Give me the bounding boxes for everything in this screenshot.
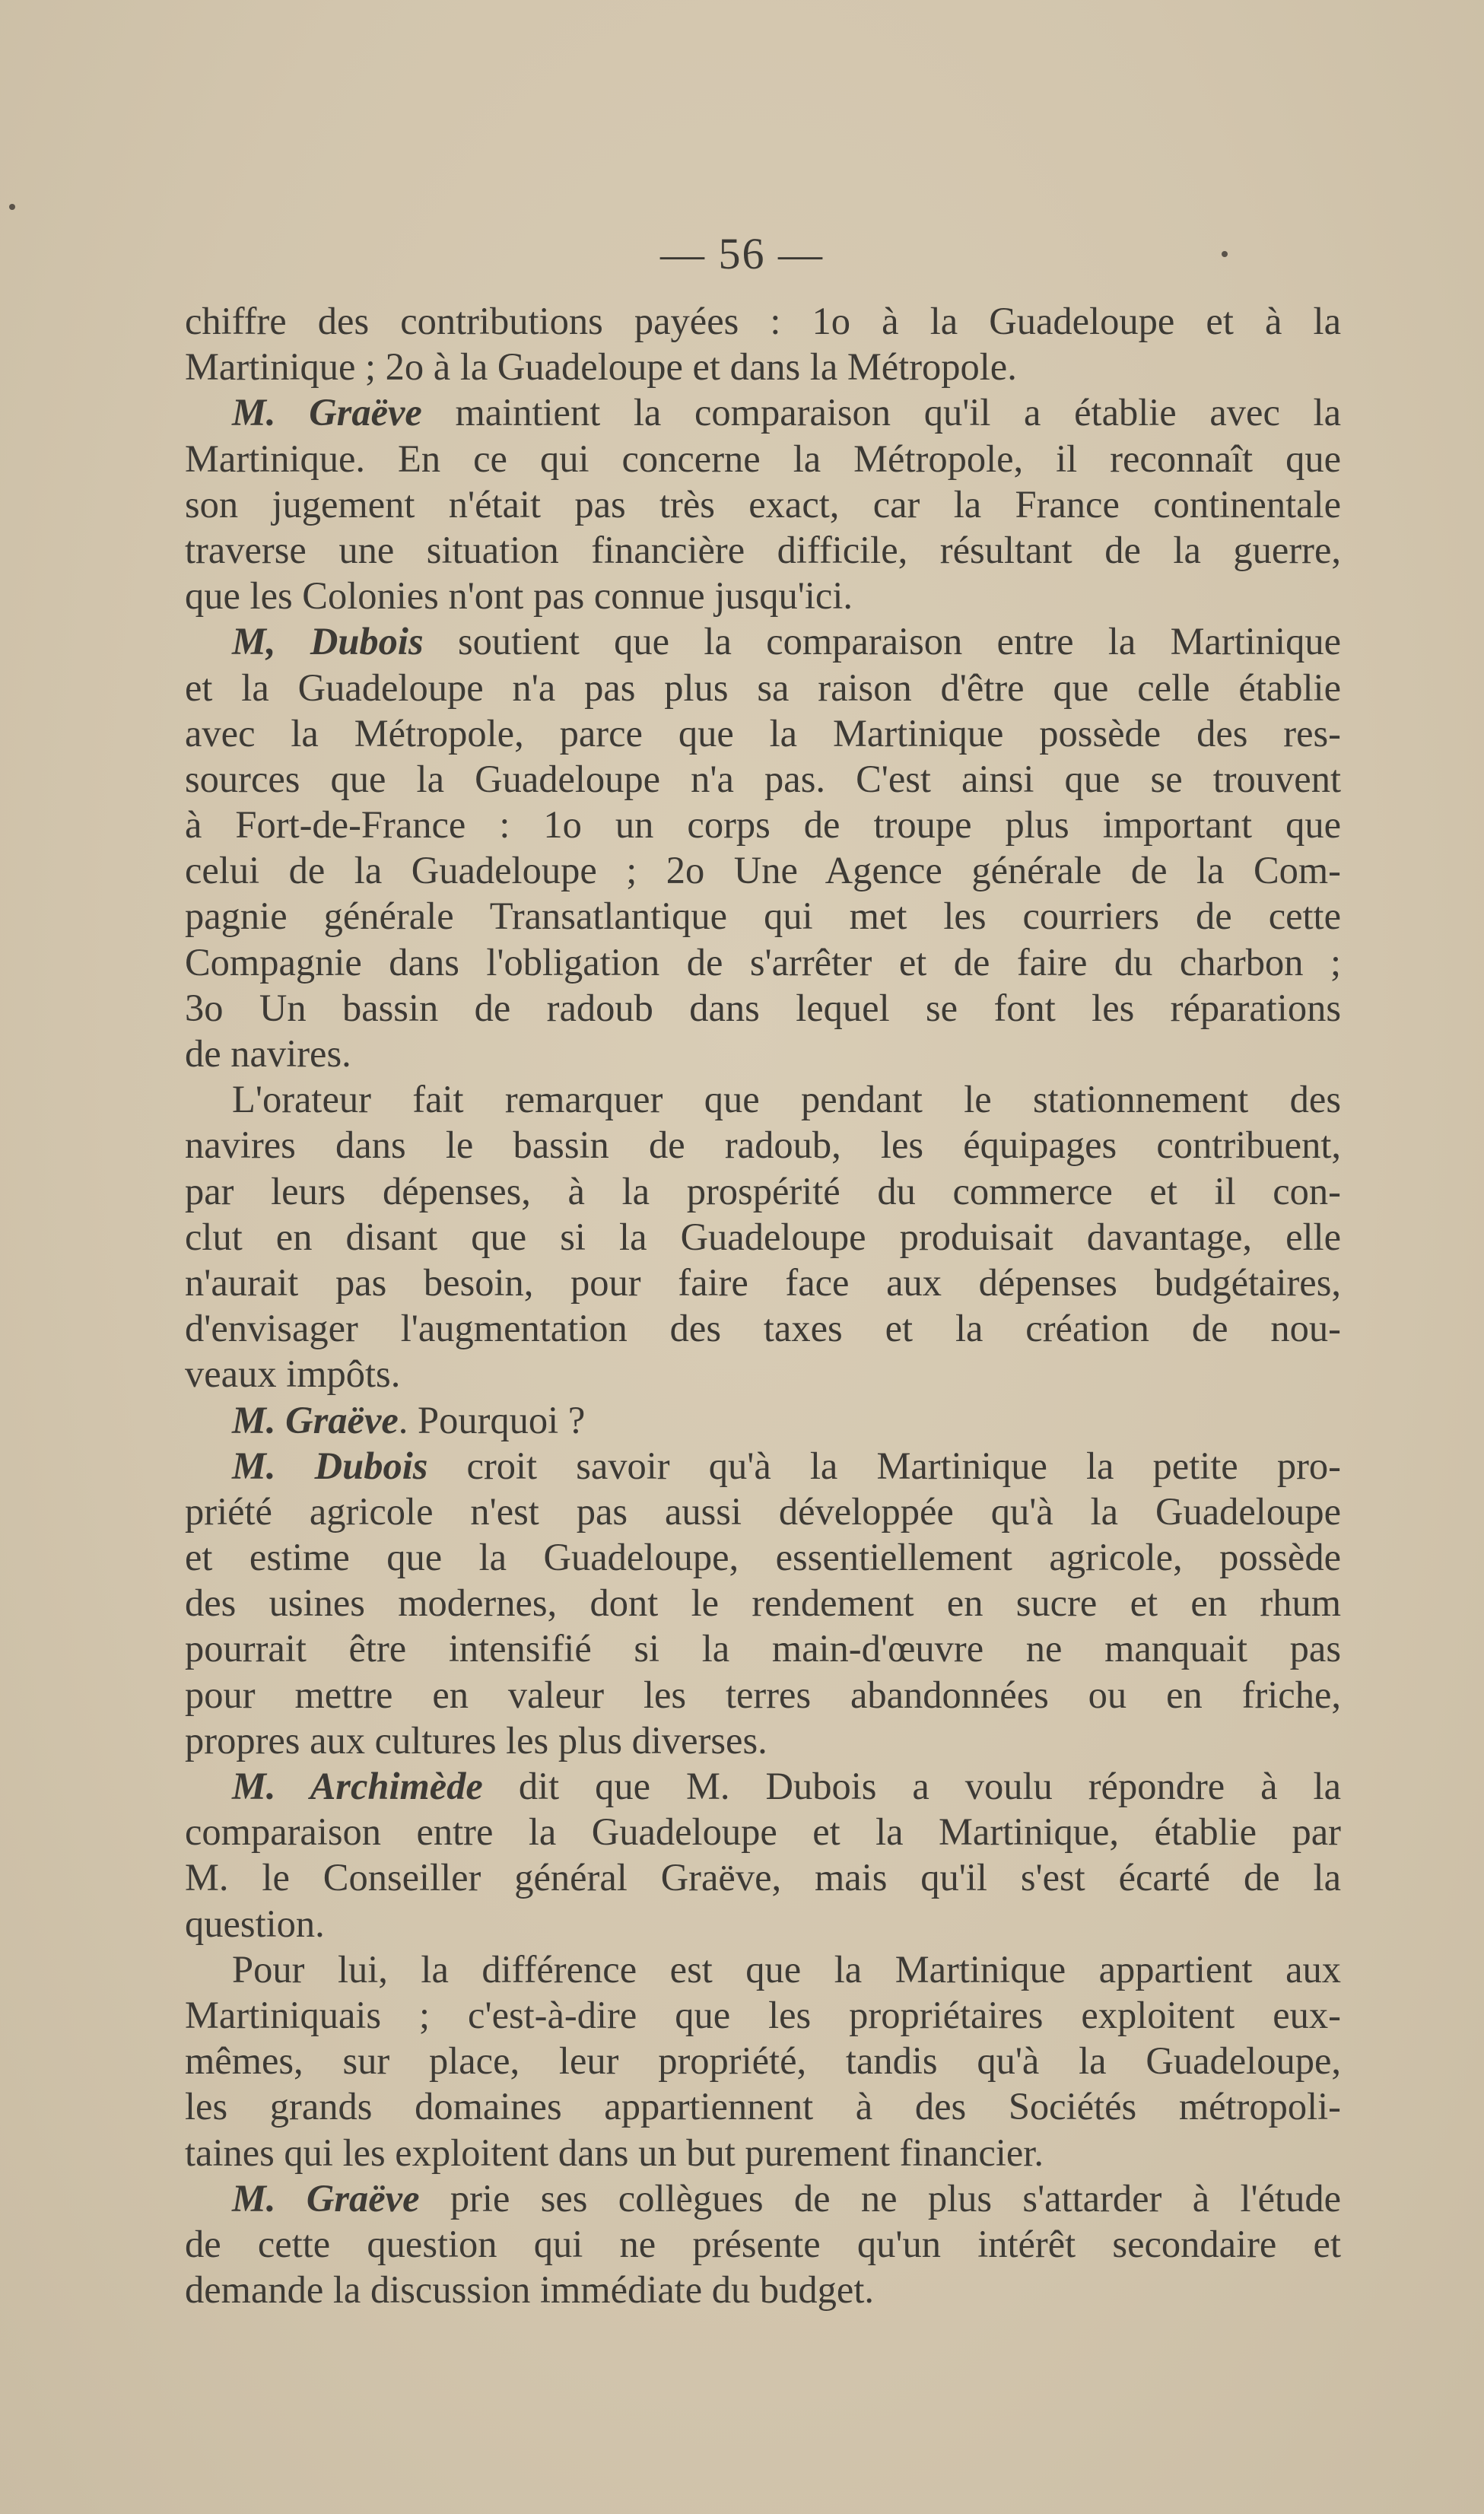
line-text: les grands domaines appartiennent à des Sociétés métropoli-: [185, 2085, 1341, 2128]
line-text: de navires.: [185, 1032, 351, 1075]
text-line: [185, 1992, 1341, 2038]
text-line: [185, 1443, 1341, 1489]
line-text: Martiniquais ; c'est-à-dire que les propriétaires exploitent eux-: [185, 1993, 1341, 2036]
line-text: chiffre des contributions payées : 1o à la Guadeloupe et à la: [185, 300, 1341, 342]
line-text: Pour lui, la différence est que la Martinique appartient aux: [232, 1947, 1341, 1991]
text-line: [185, 1076, 1341, 1122]
text-line: [185, 1397, 1341, 1443]
line-text: 3o Un bassin de radoub dans lequel se font les réparations: [185, 986, 1341, 1029]
speaker-name: M. Archimède: [232, 1765, 483, 1807]
text-line: [185, 1534, 1341, 1580]
line-text: prie ses collègues de ne plus s'attarder à l'étude: [419, 2176, 1341, 2220]
line-text: mêmes, sur place, leur propriété, tandis qu'à la Guadeloupe,: [185, 2039, 1341, 2083]
text-line: [185, 1214, 1341, 1260]
line-text: son jugement n'était pas très exact, car la France continentale: [185, 482, 1341, 526]
text-line: [185, 1305, 1341, 1351]
line-text: L'orateur fait remarquer que pendant le stationnement des: [232, 1078, 1341, 1121]
text-line: [185, 298, 1341, 344]
line-text: des usines modernes, dont le rendement en sucre et en rhum: [185, 1581, 1341, 1625]
body-text: [185, 298, 1341, 2312]
speaker-name: M, Dubois: [232, 620, 424, 663]
text-line: [185, 482, 1341, 527]
text-line: [185, 1168, 1341, 1214]
text-line: [185, 1809, 1341, 1855]
line-text: de cette question qui ne présente qu'un intérêt secondaire et: [185, 2222, 1341, 2265]
text-line: [185, 1763, 1341, 1809]
text-line: [185, 1260, 1341, 1305]
line-text: sources que la Guadeloupe n'a pas. C'est ainsi que se trouvent: [185, 757, 1341, 800]
text-line: [185, 1122, 1341, 1168]
line-text: comparaison entre la Guadeloupe et la Martinique, établie par: [185, 1810, 1341, 1854]
line-text: celui de la Guadeloupe ; 2o Une Agence générale de la Com-: [185, 849, 1341, 892]
line-text: navires dans le bassin de radoub, les équipages contribuent,: [185, 1124, 1341, 1167]
line-text: à Fort-de-France : 1o un corps de troupe plus important que: [185, 803, 1341, 847]
line-text: traverse une situation financière difficile, résultant de la guerre,: [185, 528, 1341, 571]
text-line: [185, 893, 1341, 939]
speaker-name: M. Graëve: [232, 391, 422, 434]
line-text: priété agricole n'est pas aussi développée qu'à la Guadeloupe: [185, 1489, 1341, 1533]
line-text: n'aurait pas besoin, pour faire face aux dépenses budgétaires,: [185, 1260, 1341, 1304]
line-text: Compagnie dans l'obligation de s'arrêter et de faire du charbon ;: [185, 940, 1341, 984]
line-text: veaux impôts.: [185, 1352, 401, 1396]
text-line: [185, 665, 1341, 710]
text-line: [185, 939, 1341, 985]
line-text: taines qui les exploitent dans un but purement financier.: [185, 2131, 1044, 2174]
line-text: demande la discussion immédiate du budget.: [185, 2268, 874, 2312]
text-line: [185, 1672, 1341, 1718]
line-text: pourrait être intensifié si la main-d'œuvre ne manquait pas: [185, 1627, 1341, 1670]
line-text: propres aux cultures les plus diverses.: [185, 1718, 767, 1762]
text-line: [185, 344, 1341, 389]
text-line: [185, 1718, 1341, 1763]
text-line: [185, 389, 1341, 435]
speaker-name: M. Graëve: [232, 1398, 399, 1441]
line-text: pagnie générale Transatlantique qui met les courriers de cette: [185, 895, 1341, 938]
text-line: [185, 1580, 1341, 1626]
text-line: [185, 1947, 1341, 1992]
text-line: [185, 2221, 1341, 2267]
text-line: [185, 2176, 1341, 2221]
text-line: [185, 527, 1341, 573]
line-text: d'envisager l'augmentation des taxes et la création de nou-: [185, 1307, 1341, 1350]
text-line: [185, 2038, 1341, 2083]
text-line: [185, 1031, 1341, 1076]
line-text: avec la Métropole, parce que la Martinique possède des res-: [185, 711, 1341, 755]
line-text: et la Guadeloupe n'a pas plus sa raison d'être que celle établie: [185, 666, 1341, 709]
line-text: maintient la comparaison qu'il a établie avec la: [421, 391, 1341, 434]
text-line: [185, 2267, 1341, 2312]
text-line: [185, 2083, 1341, 2129]
text-line: [185, 1626, 1341, 1671]
line-text: . Pourquoi ?: [398, 1398, 586, 1441]
text-line: [185, 847, 1341, 893]
line-text: pour mettre en valeur les terres abandonnées ou en friche,: [185, 1673, 1341, 1716]
line-text: M. le Conseiller général Graëve, mais qu'il s'est écarté de la: [185, 1856, 1341, 1899]
line-text: et estime que la Guadeloupe, essentiellement agricole, possède: [185, 1536, 1341, 1579]
speaker-name: M. Graëve: [232, 2176, 420, 2220]
text-line: [185, 2130, 1341, 2176]
text-line: [185, 573, 1341, 618]
line-text: Martinique ; 2o à la Guadeloupe et dans la Métropole.: [185, 345, 1017, 389]
text-line: [185, 1901, 1341, 1947]
text-line: [185, 436, 1341, 482]
line-text: question.: [185, 1902, 325, 1945]
text-line: [185, 802, 1341, 847]
line-text: Martinique. En ce qui concerne la Métropole, il reconnaît que: [185, 437, 1341, 480]
text-line: [185, 1489, 1341, 1534]
text-line: [185, 710, 1341, 756]
speaker-name: M. Dubois: [232, 1444, 428, 1487]
text-line: [185, 756, 1341, 802]
page-number: — 56 —: [660, 229, 824, 278]
text-line: [185, 985, 1341, 1031]
line-text: soutient que la comparaison entre la Martinique: [423, 620, 1341, 663]
text-line: [185, 1351, 1341, 1397]
line-text: dit que M. Dubois a voulu répondre à la: [482, 1765, 1341, 1807]
text-line: [185, 1855, 1341, 1900]
line-text: croit savoir qu'à la Martinique la petite pro-: [427, 1444, 1341, 1487]
line-text: par leurs dépenses, à la prospérité du commerce et il con-: [185, 1169, 1341, 1213]
line-text: que les Colonies n'ont pas connue jusqu'ici.: [185, 574, 853, 618]
line-text: clut en disant que si la Guadeloupe produisait davantage, elle: [185, 1215, 1341, 1258]
speck-mark: [9, 204, 15, 210]
text-line: [185, 618, 1341, 664]
